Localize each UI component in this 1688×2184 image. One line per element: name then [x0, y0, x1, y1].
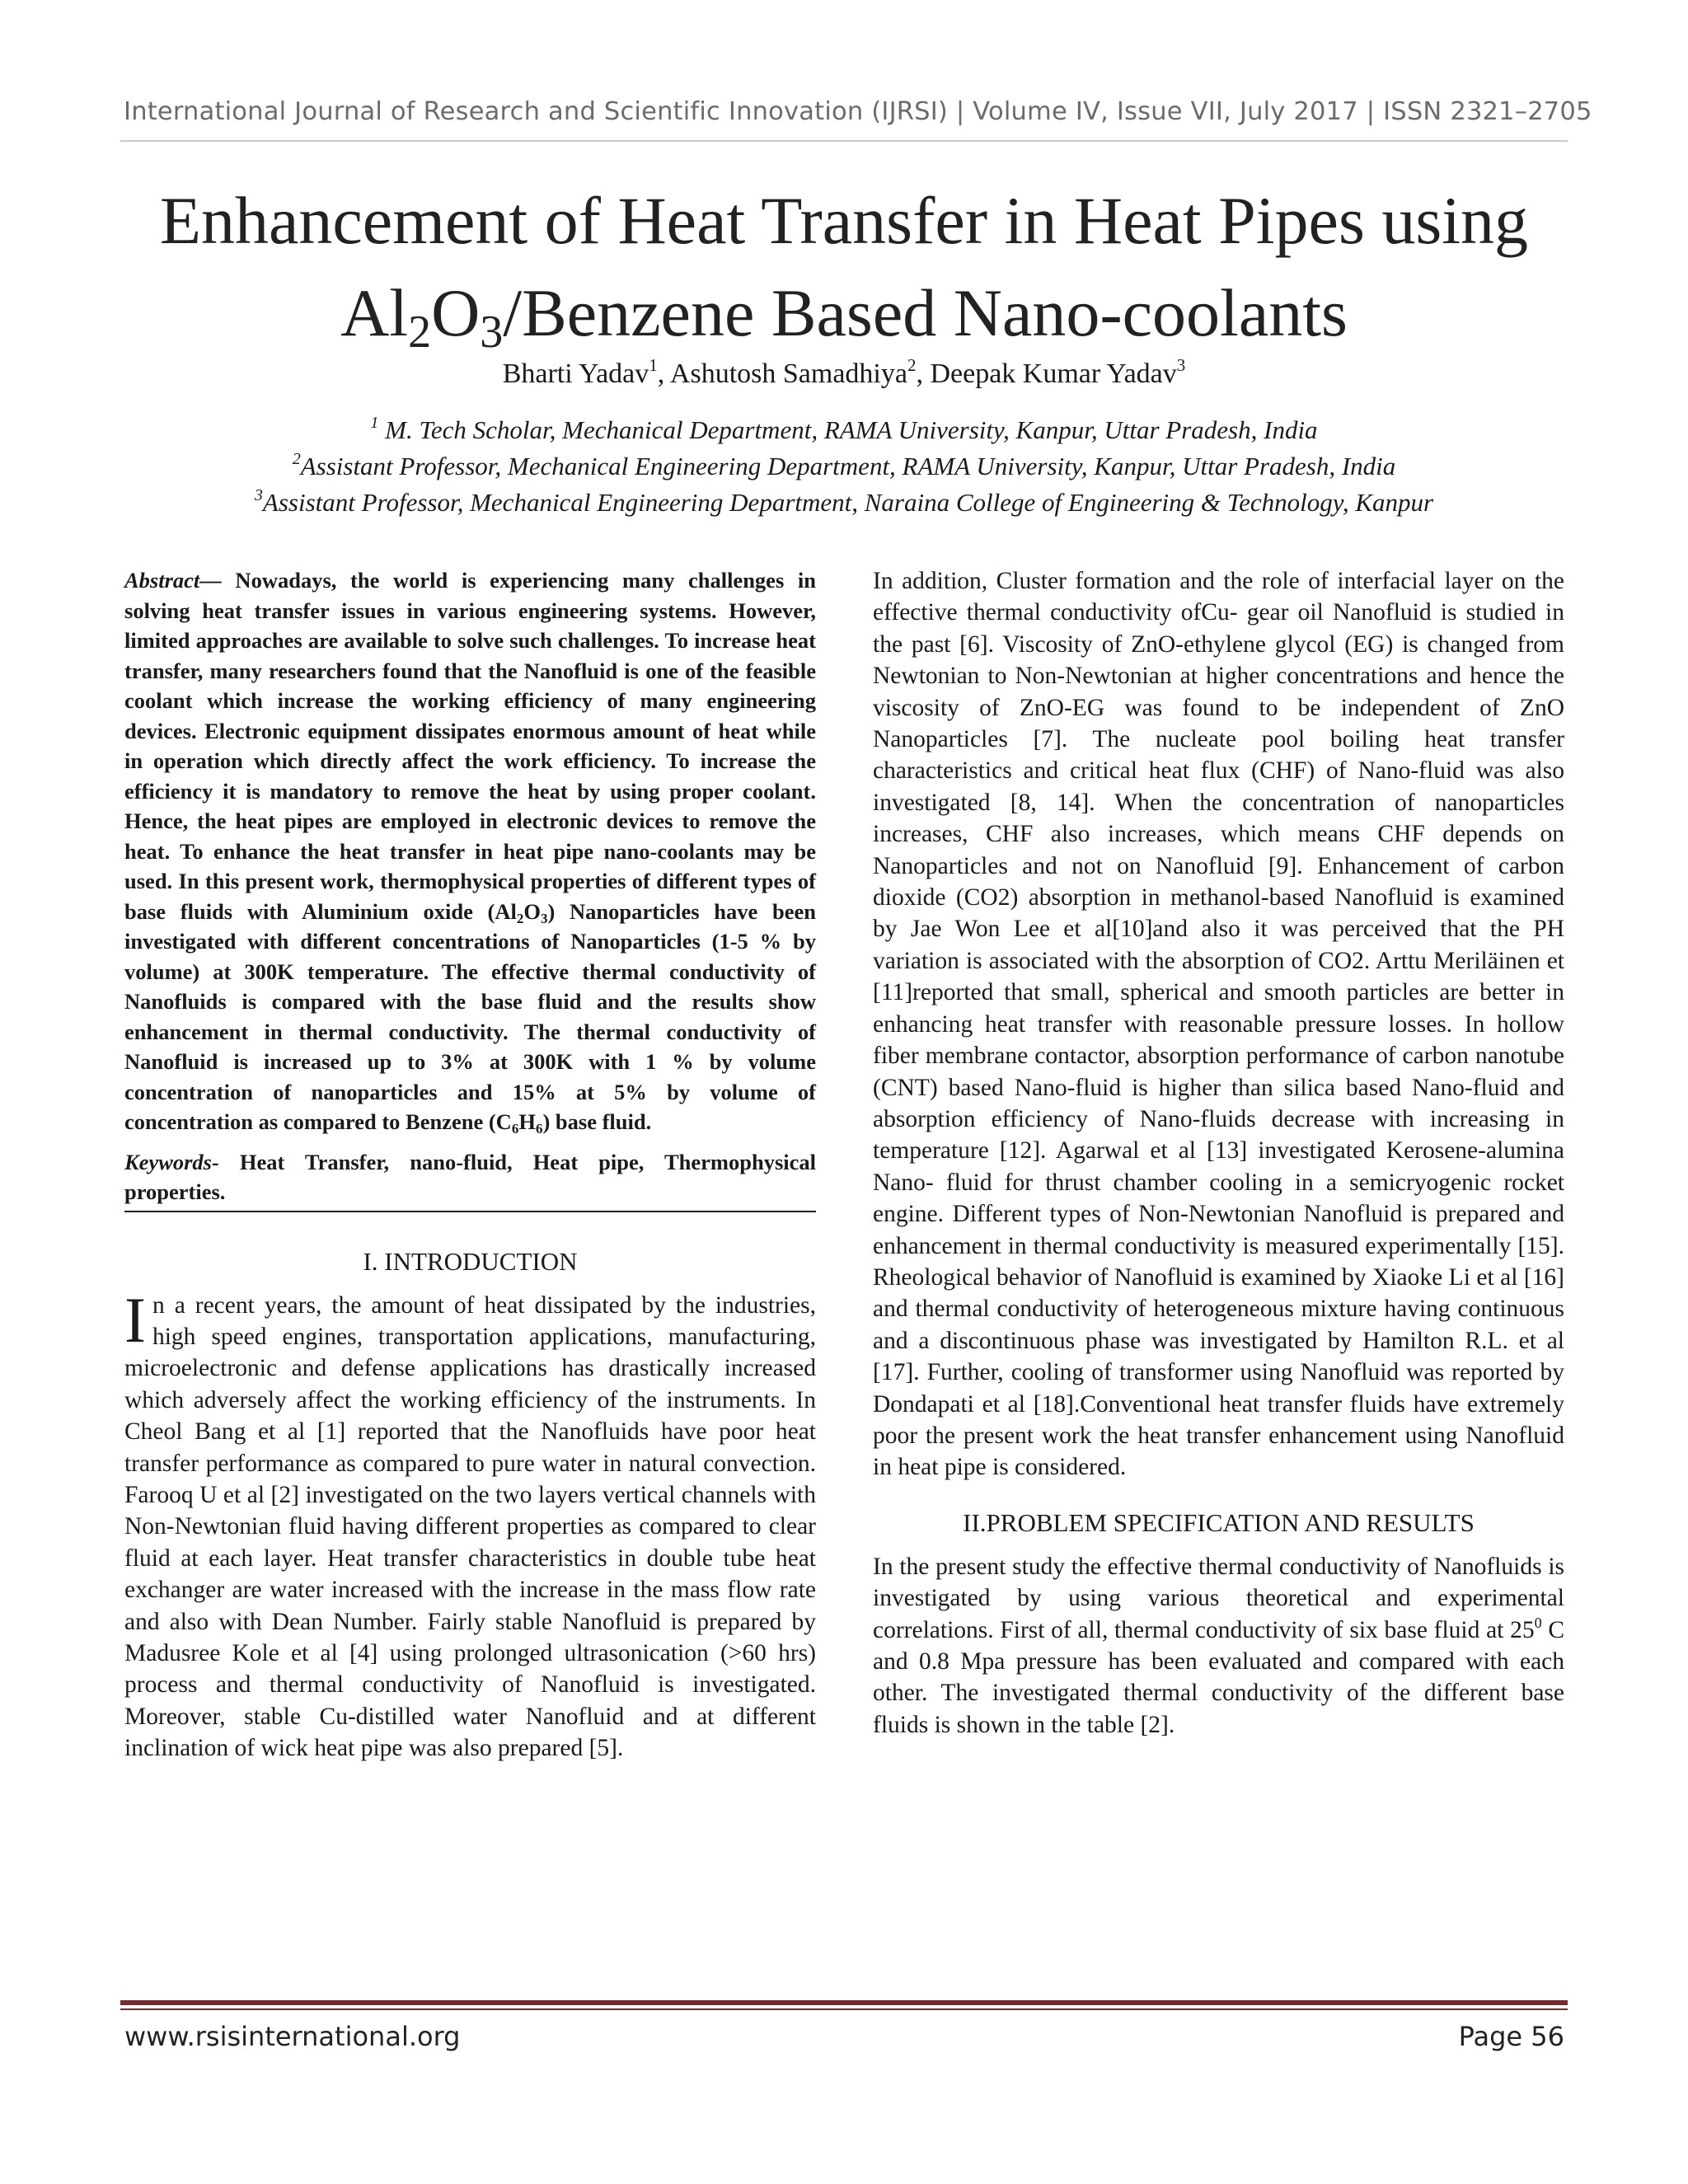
- author-name: Ashutosh Samadhiya: [669, 359, 907, 389]
- affiliation-list: [124, 412, 1564, 521]
- title-line-2: $Al_2O_3$/Benzene Based Nano-coolants: [340, 275, 1348, 358]
- footer-website: www.rsisinternational.org: [124, 2021, 461, 2052]
- body-paragraph: In the present study the effective thermal conductivity of Nanofluids is investigated by using various theoretical and experimental correlations. First of all, thermal conductivity of six base fluid at $25^0$ C and 0.8 Mpa pressure has been evaluated and compared with each other. The investigated thermal conductivity of the different base fluids is shown in the table [2].: [873, 1553, 1564, 1738]
- introduction-paragraph: In a recent years, the amount of heat dissipated by the industries, high speed engines, transportation applications, manufacturing, microelectronic and defense applications has drastically increased which adversely affect the working efficiency of the instruments. In Cheol Bang et al [1] reported that the Nanofluids have poor heat transfer performance as compared to pure water in natural convection. Farooq U et al [2] investigated on the two layers vertical channels with Non-Newtonian fluid having different properties as compared to clear fluid at each layer. Heat transfer characteristics in double tube heat exchanger are water increased with the increase in the mass flow rate and also with Dean Number. Fairly stable Nanofluid is prepared by Madusree Kole et al [4] using prolonged ultrasonication (>60 hrs) process and thermal conductivity of Nanofluid is investigated. Moreover, stable Cu-distilled water Nanofluid and at different inclination of wick heat pipe was also prepared [5].: [124, 1283, 816, 1762]
- affiliation: $^2$Assistant Professor, Mechanical Engineering Department, RAMA University, Kanpur, Uttar Pradesh, India: [292, 450, 1396, 480]
- section-heading-introduction: I. INTRODUCTION: [363, 1246, 578, 1276]
- author-name: Bharti Yadav: [502, 359, 649, 389]
- body-paragraph: In addition, Cluster formation and the role of interfacial layer on the effective thermal conductivity ofCu- gear oil Nanofluid is studied in the past [6]. Viscosity of ZnO-ethylene glycol (EG) is changed from Newtonian to Non-Newtonian at higher concentrations and hence the viscosity of ZnO-EG was found to be independent of ZnO Nanoparticles [7]. The nucleate pool boiling heat transfer characteristics and critical heat flux (CHF) of Nano-fluid was also investigated [8, 14]. When the concentration of nanoparticles increases, CHF also increases, which means CHF depends on Nanoparticles and not on Nanofluid [9]. Enhancement of carbon dioxide (CO2) absorption in methanol-based Nanofluid is examined by Jae Won Lee et al[10]and also it was perceived that the PH variation is associated with the absorption of CO2. Arttu Meriläinen et [11]reported that small, spherical and smooth particles are better in enhancing heat transfer with reasonable pressure losses. In hollow fiber membrane contactor, absorption performance of carbon nanotube (CNT) based Nano-fluid is higher than silica based Nano-fluid and absorption efficiency of Nano-fluids decrease with increasing in temperature [12]. Agarwal et al [13] investigated Kerosene-alumina Nano- fluid for thrust chamber cooling in a semicryogenic rocket engine. Different types of Non-Newtonian Nanofluid is prepared and enhancement in thermal conductivity is measured experimentally [15]. Rheological behavior of Nanofluid is examined by Xiaoke Li et al [16] and thermal conductivity of heterogeneous mixture having continuous and a discontinuous phase was investigated by Hamilton R.L. et al [17]. Further, cooling of transformer using Nanofluid was reported by Dondapati et al [18].Conventional heat transfer fluids have extremely poor the present work the heat transfer enhancement using Nanofluid in heat pipe is considered.: [873, 568, 1564, 1481]
- left-column: [124, 565, 816, 1765]
- author-list: Bharti Yadav$^1$, Ashutosh Samadhiya$^2$, Deepak Kumar Yadav$^3$: [502, 355, 1186, 389]
- drop-cap: I: [124, 1283, 146, 1356]
- page-number: Page 56: [1458, 2021, 1564, 2052]
- footer-divider-thin: [120, 2008, 1568, 2010]
- footer-divider: [120, 2000, 1568, 2005]
- title-line-1: Enhancement of Heat Transfer in Heat Pipes using: [159, 183, 1529, 258]
- affiliation: $^3$Assistant Professor, Mechanical Engineering Department, Naraina College of Engineering & Technology, Kanpur: [254, 486, 1434, 517]
- section-heading-problem: II.PROBLEM SPECIFICATION AND RESULTS: [963, 1507, 1475, 1537]
- author-name: Deepak Kumar Yadav: [930, 359, 1177, 389]
- paper-title: [124, 175, 1564, 359]
- journal-header: International Journal of Research and Scientific Innovation (IJRSI) | Volume IV, Issue VII, July 2017 | ISSN 2321–2705: [124, 97, 1592, 126]
- right-column: [873, 565, 1564, 1741]
- affiliation: $^1$ M. Tech Scholar, Mechanical Department, RAMA University, Kanpur, Uttar Pradesh, India: [370, 414, 1318, 444]
- keywords: Keywords- Heat Transfer, nano-fluid, Heat pipe, Thermophysical properties.: [124, 1147, 816, 1212]
- header-divider: [120, 140, 1568, 142]
- abstract: Abstract— Nowadays, the world is experiencing many challenges in solving heat transfer issues in various engineering systems. However, limited approaches are available to solve such challenges. To increase heat transfer, many researchers found that the Nanofluid is one of the feasible coolant which increase the working efficiency of many engineering devices. Electronic equipment dissipates enormous amount of heat while in operation which directly affect the work efficiency. To increase the efficiency it is mandatory to remove the heat by using proper coolant. Hence, the heat pipes are employed in electronic devices to remove the heat. To enhance the heat transfer in heat pipe nano-coolants may be used. In this present work, thermophysical properties of different types of base fluids with Aluminium oxide $(Al_2O_3)$ Nanoparticles have been investigated with different concentrations of Nanoparticles (1-5 % by volume) at 300K temperature. The effective thermal conductivity of Nanofluids is compared with the base fluid and the results show enhancement in thermal conductivity. The thermal conductivity of Nanofluid is increased up to 3% at 300K with 1 % by volume concentration of nanoparticles and 15% at 5% by volume of concentration as compared to Benzene $(C_6H_6)$ base fluid.: [124, 568, 816, 1137]
